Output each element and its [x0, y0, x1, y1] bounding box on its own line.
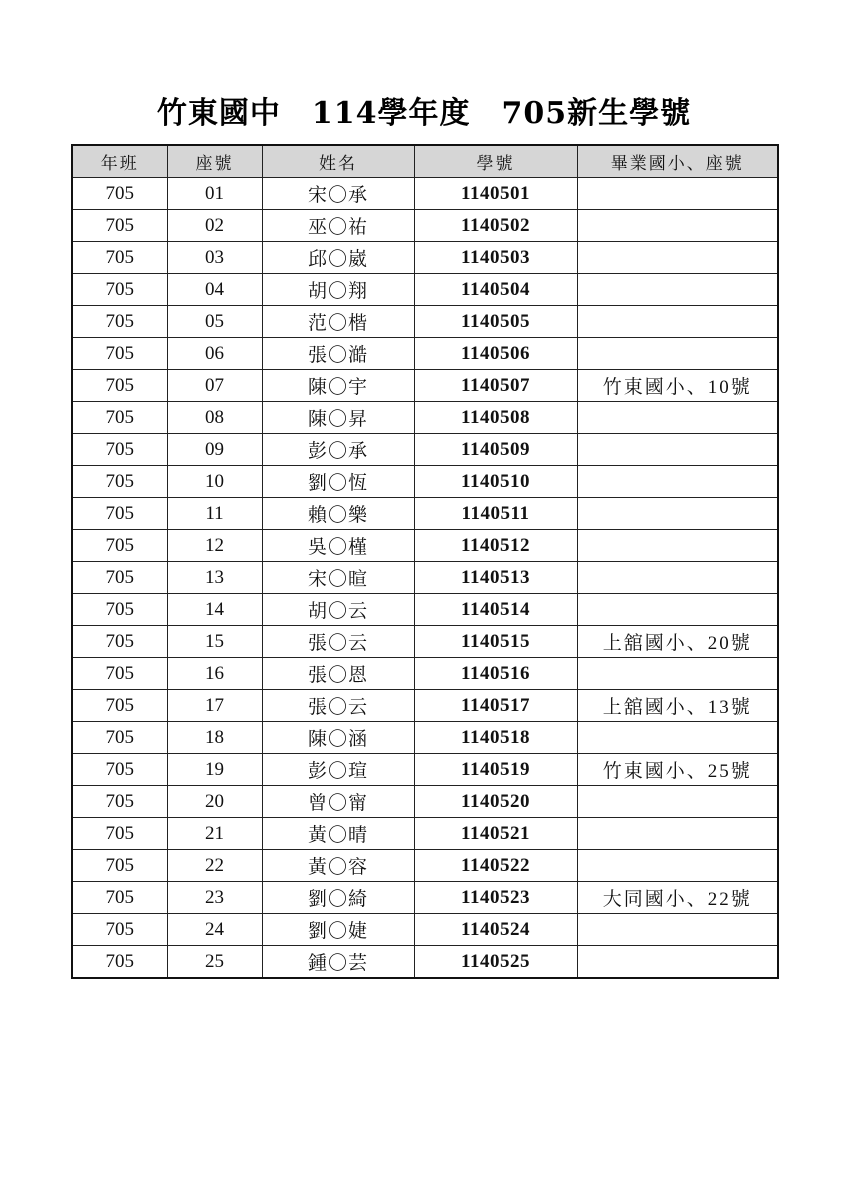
name-cell: 賴〇樂	[262, 498, 414, 530]
prev-school-cell	[577, 594, 778, 626]
seat-cell: 06	[167, 338, 262, 370]
student-id-cell: 1140511	[414, 498, 577, 530]
table-row	[72, 754, 778, 786]
student-id-cell: 1140514	[414, 594, 577, 626]
class-cell: 705	[72, 818, 167, 850]
prev-school-cell	[577, 914, 778, 946]
class-cell: 705	[72, 562, 167, 594]
seat-cell: 25	[167, 946, 262, 979]
prev-school-cell	[577, 210, 778, 242]
name-cell: 宋〇暄	[262, 562, 414, 594]
table-row	[72, 658, 778, 690]
table-row	[72, 530, 778, 562]
table-row	[72, 498, 778, 530]
seat-cell: 10	[167, 466, 262, 498]
table-row	[72, 242, 778, 274]
prev-school-cell	[577, 434, 778, 466]
prev-school-cell	[577, 722, 778, 754]
class-cell: 705	[72, 594, 167, 626]
seat-cell: 21	[167, 818, 262, 850]
prev-school-cell	[577, 274, 778, 306]
table-row	[72, 210, 778, 242]
seat-cell: 11	[167, 498, 262, 530]
student-id-cell: 1140515	[414, 626, 577, 658]
student-id-cell: 1140505	[414, 306, 577, 338]
name-cell: 張〇恩	[262, 658, 414, 690]
table-row	[72, 274, 778, 306]
table-row	[72, 178, 778, 210]
table-row	[72, 562, 778, 594]
class-cell: 705	[72, 178, 167, 210]
student-id-cell: 1140512	[414, 530, 577, 562]
student-id-cell: 1140503	[414, 242, 577, 274]
prev-school-cell	[577, 338, 778, 370]
name-cell: 宋〇承	[262, 178, 414, 210]
seat-cell: 03	[167, 242, 262, 274]
table-row	[72, 850, 778, 882]
class-cell: 705	[72, 914, 167, 946]
student-id-cell: 1140521	[414, 818, 577, 850]
table-body	[72, 178, 778, 979]
seat-cell: 19	[167, 754, 262, 786]
student-id-cell: 1140517	[414, 690, 577, 722]
student-id-cell: 1140510	[414, 466, 577, 498]
class-cell: 705	[72, 626, 167, 658]
prev-school-cell	[577, 946, 778, 979]
name-cell: 張〇云	[262, 690, 414, 722]
class-cell: 705	[72, 306, 167, 338]
class-cell: 705	[72, 850, 167, 882]
class-cell: 705	[72, 786, 167, 818]
class-cell: 705	[72, 274, 167, 306]
seat-cell: 05	[167, 306, 262, 338]
seat-cell: 13	[167, 562, 262, 594]
table-row	[72, 594, 778, 626]
seat-cell: 07	[167, 370, 262, 402]
prev-school-cell	[577, 562, 778, 594]
table-row	[72, 914, 778, 946]
student-id-cell: 1140519	[414, 754, 577, 786]
prev-school-cell: 上舘國小、13號	[577, 690, 778, 722]
class-cell: 705	[72, 338, 167, 370]
header-class: 年班	[72, 145, 167, 178]
page-title: 竹東國中 114學年度 705新生學號	[156, 96, 692, 131]
class-cell: 705	[72, 690, 167, 722]
name-cell: 張〇澔	[262, 338, 414, 370]
name-cell: 劉〇恆	[262, 466, 414, 498]
student-id-cell: 1140524	[414, 914, 577, 946]
table-row	[72, 466, 778, 498]
class-cell: 705	[72, 434, 167, 466]
table-row	[72, 690, 778, 722]
name-cell: 黃〇容	[262, 850, 414, 882]
seat-cell: 24	[167, 914, 262, 946]
seat-cell: 16	[167, 658, 262, 690]
table-row	[72, 306, 778, 338]
header-prev-school: 畢業國小、座號	[577, 145, 778, 178]
prev-school-cell	[577, 306, 778, 338]
prev-school-cell	[577, 786, 778, 818]
prev-school-cell	[577, 530, 778, 562]
name-cell: 彭〇承	[262, 434, 414, 466]
table-row	[72, 722, 778, 754]
class-cell: 705	[72, 882, 167, 914]
prev-school-cell: 竹東國小、10號	[577, 370, 778, 402]
prev-school-cell	[577, 466, 778, 498]
seat-cell: 15	[167, 626, 262, 658]
name-cell: 巫〇祐	[262, 210, 414, 242]
prev-school-cell	[577, 658, 778, 690]
table-row	[72, 626, 778, 658]
name-cell: 彭〇瑄	[262, 754, 414, 786]
seat-cell: 04	[167, 274, 262, 306]
class-cell: 705	[72, 210, 167, 242]
student-id-cell: 1140522	[414, 850, 577, 882]
prev-school-cell: 大同國小、22號	[577, 882, 778, 914]
table-row	[72, 370, 778, 402]
seat-cell: 02	[167, 210, 262, 242]
table-row	[72, 818, 778, 850]
table-row	[72, 338, 778, 370]
name-cell: 胡〇云	[262, 594, 414, 626]
table-row	[72, 402, 778, 434]
class-cell: 705	[72, 370, 167, 402]
class-cell: 705	[72, 466, 167, 498]
student-id-cell: 1140520	[414, 786, 577, 818]
prev-school-cell: 上舘國小、20號	[577, 626, 778, 658]
prev-school-cell	[577, 178, 778, 210]
seat-cell: 17	[167, 690, 262, 722]
name-cell: 張〇云	[262, 626, 414, 658]
seat-cell: 01	[167, 178, 262, 210]
prev-school-cell: 竹東國小、25號	[577, 754, 778, 786]
name-cell: 曾〇甯	[262, 786, 414, 818]
student-id-cell: 1140506	[414, 338, 577, 370]
name-cell: 吳〇槿	[262, 530, 414, 562]
student-id-cell: 1140501	[414, 178, 577, 210]
name-cell: 胡〇翔	[262, 274, 414, 306]
student-id-cell: 1140518	[414, 722, 577, 754]
seat-cell: 14	[167, 594, 262, 626]
prev-school-cell	[577, 498, 778, 530]
student-id-cell: 1140525	[414, 946, 577, 979]
name-cell: 鍾〇芸	[262, 946, 414, 979]
name-cell: 范〇楷	[262, 306, 414, 338]
name-cell: 黃〇晴	[262, 818, 414, 850]
name-cell: 陳〇昇	[262, 402, 414, 434]
name-cell: 劉〇婕	[262, 914, 414, 946]
table-header-row	[72, 145, 778, 178]
student-id-cell: 1140504	[414, 274, 577, 306]
seat-cell: 23	[167, 882, 262, 914]
class-cell: 705	[72, 722, 167, 754]
student-id-cell: 1140507	[414, 370, 577, 402]
student-roster-table	[71, 144, 779, 979]
class-cell: 705	[72, 498, 167, 530]
prev-school-cell	[577, 242, 778, 274]
table-row	[72, 946, 778, 979]
seat-cell: 18	[167, 722, 262, 754]
table-row	[72, 786, 778, 818]
student-id-cell: 1140509	[414, 434, 577, 466]
class-cell: 705	[72, 530, 167, 562]
class-cell: 705	[72, 946, 167, 979]
name-cell: 邱〇崴	[262, 242, 414, 274]
prev-school-cell	[577, 402, 778, 434]
seat-cell: 09	[167, 434, 262, 466]
table-row	[72, 882, 778, 914]
name-cell: 陳〇涵	[262, 722, 414, 754]
seat-cell: 22	[167, 850, 262, 882]
class-cell: 705	[72, 242, 167, 274]
seat-cell: 08	[167, 402, 262, 434]
prev-school-cell	[577, 818, 778, 850]
header-student-id: 學號	[414, 145, 577, 178]
student-id-cell: 1140513	[414, 562, 577, 594]
prev-school-cell	[577, 850, 778, 882]
class-cell: 705	[72, 402, 167, 434]
student-id-cell: 1140502	[414, 210, 577, 242]
class-cell: 705	[72, 658, 167, 690]
student-id-cell: 1140523	[414, 882, 577, 914]
seat-cell: 12	[167, 530, 262, 562]
name-cell: 陳〇宇	[262, 370, 414, 402]
student-id-cell: 1140508	[414, 402, 577, 434]
seat-cell: 20	[167, 786, 262, 818]
student-id-cell: 1140516	[414, 658, 577, 690]
header-name: 姓名	[262, 145, 414, 178]
header-seat: 座號	[167, 145, 262, 178]
table-row	[72, 434, 778, 466]
class-cell: 705	[72, 754, 167, 786]
name-cell: 劉〇綺	[262, 882, 414, 914]
